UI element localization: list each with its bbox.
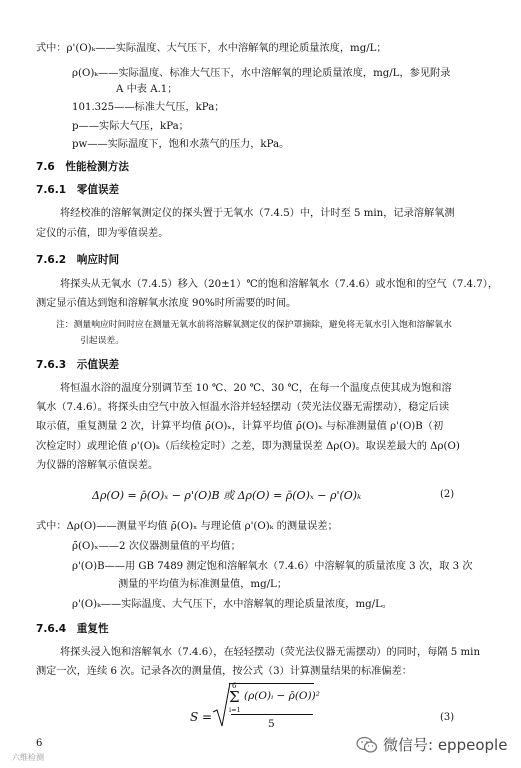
- text-line: 测量的平均值为标准测量值，mg/L；: [118, 579, 288, 590]
- numerator: (ρ(O)ᵢ − ρ̄(O))²: [244, 690, 320, 702]
- page-number: 6: [36, 738, 43, 749]
- equation-number: (3): [440, 712, 455, 723]
- text-line: pw——实际温度下，饱和水蒸气的压力，kPa。: [72, 139, 290, 150]
- section-heading: 7.6 性能检测方法: [36, 161, 129, 173]
- text-line: 将探头从无氧水（7.4.5）移入（20±1）℃的饱和溶解氧水（7.4.6）或水饱和的空气（7.4.7），: [60, 279, 499, 290]
- note-line: 注：测量响应时间时应在测量无氧水前将溶解氧测定仪的保护罩摘除，避免将无氧水引入饱和溶解氧水: [56, 320, 452, 330]
- text-line: 将探头浸入饱和溶解氧水（7.4.6），在轻轻摆动（荧光法仪器无需摆动）的同时，每隔 5 min: [60, 647, 481, 658]
- sum-lower: i=1: [229, 706, 241, 714]
- text-line: 次检定时）或理论值 ρ'(O)ₖ（后续检定时）之差，即为测量误差 Δρ(O)。取误差最大的 Δρ(O): [36, 441, 460, 452]
- wechat-icon: [356, 736, 378, 754]
- text-line: 式中：ρ'(O)ₖ——实际温度、大气压下，水中溶解氧的理论质量浓度，mg/L；: [36, 43, 387, 54]
- section-heading: 7.6.2 响应时间: [36, 254, 120, 266]
- text-line: A 中表 A.1；: [116, 84, 178, 95]
- text-line: 氧水（7.4.6）。将探头由空气中放入恒温水浴并轻轻摆动（荧光法仪器无需摆动），稳定后读: [36, 402, 450, 413]
- sum-symbol: Σ: [229, 688, 240, 706]
- text-line: 取示值，重复测量 2 次，计算平均值 ρ̄(O)ₓ，计算平均值 ρ̄(O)ₓ 与标准测量值 ρ'(O)B（初: [36, 421, 444, 432]
- equation-number: (2): [440, 489, 455, 500]
- formula-lhs: S =: [190, 710, 213, 724]
- section-heading: 7.6.3 示值误差: [36, 359, 120, 371]
- text-line: 将经校准的溶解氧测定仪的探头置于无氧水（7.4.5）中，计时至 5 min，记录溶解氧测: [60, 208, 455, 219]
- text-line: 测定显示值达到饱和溶解氧水浓度 90%时所需要的时间。: [36, 298, 297, 309]
- text-line: ρ̄(O)ₓ——2 次仪器测量值的平均值；: [72, 541, 241, 552]
- note-line: 引起误差。: [80, 336, 124, 346]
- text-line: 为仪器的溶解氧示值误差。: [36, 460, 159, 471]
- sqrt-overbar: [229, 683, 314, 684]
- text-line: ρ'(O)B——用 GB 7489 测定饱和溶解氧水（7.4.6）中溶解氧的质量浓度 3 次，取 3 次: [72, 561, 473, 572]
- fraction-bar: [231, 714, 313, 715]
- section-heading: 7.6.4 重复性: [36, 623, 109, 635]
- text-line: p——实际大气压，kPa；: [72, 121, 189, 132]
- section-heading: 7.6.1 零值误差: [36, 184, 120, 196]
- denominator: 5: [268, 718, 275, 730]
- text-line: 将恒温水浴的温度分别调节至 10 ℃、20 ℃、30 ℃，在每一个温度点使其成为饱和溶: [60, 383, 452, 394]
- sum-upper: 6: [232, 682, 237, 690]
- text-line: ρ'(O)ₖ——实际温度、大气压下，水中溶解氧的理论质量浓度，mg/L。: [72, 599, 393, 610]
- text-line: ρ(O)ₖ——实际温度、标准大气压下，水中溶解氧的理论质量浓度，mg/L，参见附录: [72, 68, 451, 79]
- text-line: 101.325——标准大气压，kPa；: [72, 102, 225, 113]
- watermark-right: [356, 734, 507, 755]
- text-line: 定仪的示值，即为零值误差。: [36, 228, 169, 239]
- watermark-text: 微信号: eppeople: [383, 736, 508, 754]
- text-line: 式中：Δρ(O)——测量平均值 ρ̄(O)ₓ 与理论值 ρ'(O)ₖ 的测量误差；: [36, 521, 338, 532]
- text-line: 测定一次，连续 6 次。记录各次的测量值，按公式（3）计算测量结果的标准偏差：: [36, 666, 412, 677]
- formula-2: Δρ(O) = ρ̄(O)ₓ − ρ'(O)B 或 Δρ(O) = ρ̄(O)ₓ − ρ'(O)ₖ: [92, 489, 362, 502]
- watermark-left: 六维检测: [12, 753, 44, 762]
